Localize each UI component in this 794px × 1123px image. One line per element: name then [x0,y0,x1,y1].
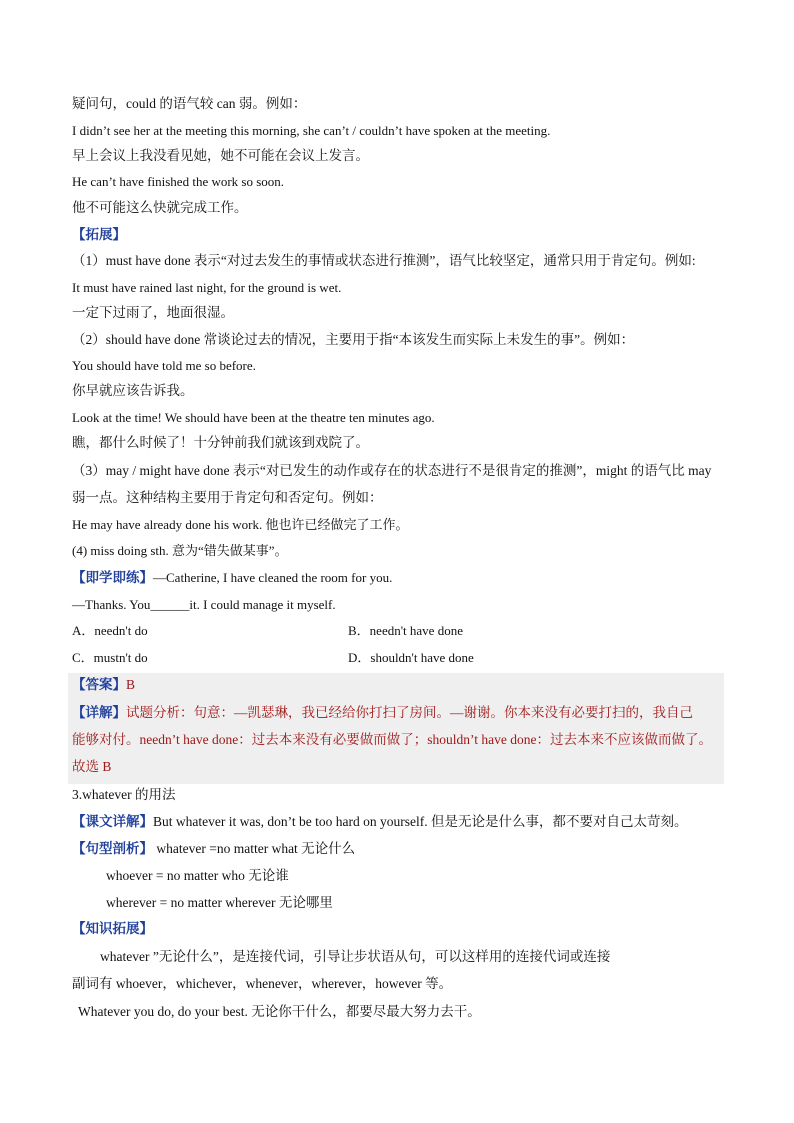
exercise-text: —Catherine, I have cleaned the room for you. [153,570,393,585]
kewen-text: But whatever it was, don’t be too hard on yourself. 但是无论是什么事，都不要对自己太苛刻。 [153,814,688,829]
text-line: （1）must have done 表示“对过去发生的事情或状态进行推测”，语气比较坚定，通常只用于肯定句。例如: [72,253,696,268]
answer-blank: ______ [150,597,190,612]
option-d: D．shouldn't have done [348,650,474,665]
option-a: A．needn't do [72,623,148,638]
example-en: I didn’t see her at the meeting this morning, she can’t / couldn’t have spoken at the meeting. [72,123,551,138]
answer-panel [68,673,724,784]
zhishi-line-1: whatever ”无论什么”，是连接代词，引导让步状语从句，可以这样用的连接代词或连接 [100,949,611,964]
exercise-question-2 [72,596,336,614]
exercise-text: it. I could manage it myself. [189,597,336,612]
text-line: 弱一点。这种结构主要用于肯定句和否定句。例如： [72,490,383,505]
answer-line [72,676,135,694]
text-line: （3）may / might have done 表示“对已发生的动作或存在的状态进行不是很肯定的推测”，might 的语气比 may [72,463,712,478]
text-line: （2）should have done 常谈论过去的情况，主要用于指“本该发生而实际上未发生的事”。例如： [72,332,635,347]
example-cn: 早上会议上我没看见她，她不可能在会议上发言。 [72,148,369,163]
example-cn: 瞧，都什么时候了！十分钟前我们就该到戏院了。 [72,435,369,450]
detail-line-2: 能够对付。needn’t have done：过去本来没有必要做而做了；shouldn’t have done：过去本来不应该做而做了。 [72,732,712,747]
detail-line-3: 故选 B [72,759,112,774]
example-cn: 你早就应该告诉我。 [72,383,194,398]
juxing-line [72,840,355,858]
detail-text: 试题分析：句意：—凯瑟琳，我已经给你打扫了房间。—谢谢。你本来没有必要打扫的，我自己 [126,705,693,720]
exercise-question-1 [72,569,392,587]
whoever-line: whoever = no matter who 无论谁 [106,868,289,883]
zhishi-line-2: 副词有 whoever，whichever，whenever，wherever，however 等。 [72,976,453,991]
option-c: C．mustn't do [72,650,148,665]
example-line: Whatever you do, do your best. 无论你干什么，都要尽最大努力去干。 [78,1004,481,1019]
detail-tag: 【详解】 [72,705,126,720]
example-en: He can’t have finished the work so soon. [72,174,285,189]
answer-tag: 【答案】 [72,677,126,692]
exercise-text: —Thanks. You [72,597,151,612]
answer-value: B [126,677,136,692]
kewen-tag: 【课文详解】 [72,814,153,829]
example-line: He may have already done his work. 他也许已经做完了工作。 [72,517,409,532]
tuozhan-heading: 【拓展】 [72,227,126,242]
example-cn: 他不可能这么快就完成工作。 [72,200,248,215]
example-en: You should have told me so before. [72,358,256,373]
example-en: It must have rained last night, for the ground is wet. [72,280,342,295]
example-en: Look at the time! We should have been at the theatre ten minutes ago. [72,410,435,425]
juxing-tag: 【句型剖析】 [72,841,153,856]
example-cn: 一定下过雨了，地面很湿。 [72,305,234,320]
text-line: (4) miss doing sth. 意为“错失做某事”。 [72,543,288,558]
exercise-tag: 【即学即练】 [72,570,153,585]
wherever-line: wherever = no matter wherever 无论哪里 [106,895,333,910]
section-heading: 3.whatever 的用法 [72,787,176,802]
detail-line-1 [72,704,693,722]
juxing-text: whatever =no matter what 无论什么 [153,841,356,856]
kewen-line [72,813,687,831]
text-line: 疑问句，could 的语气较 can 弱。例如： [72,96,307,111]
zhishi-tag: 【知识拓展】 [72,921,153,936]
option-b: B．needn't have done [348,623,463,638]
